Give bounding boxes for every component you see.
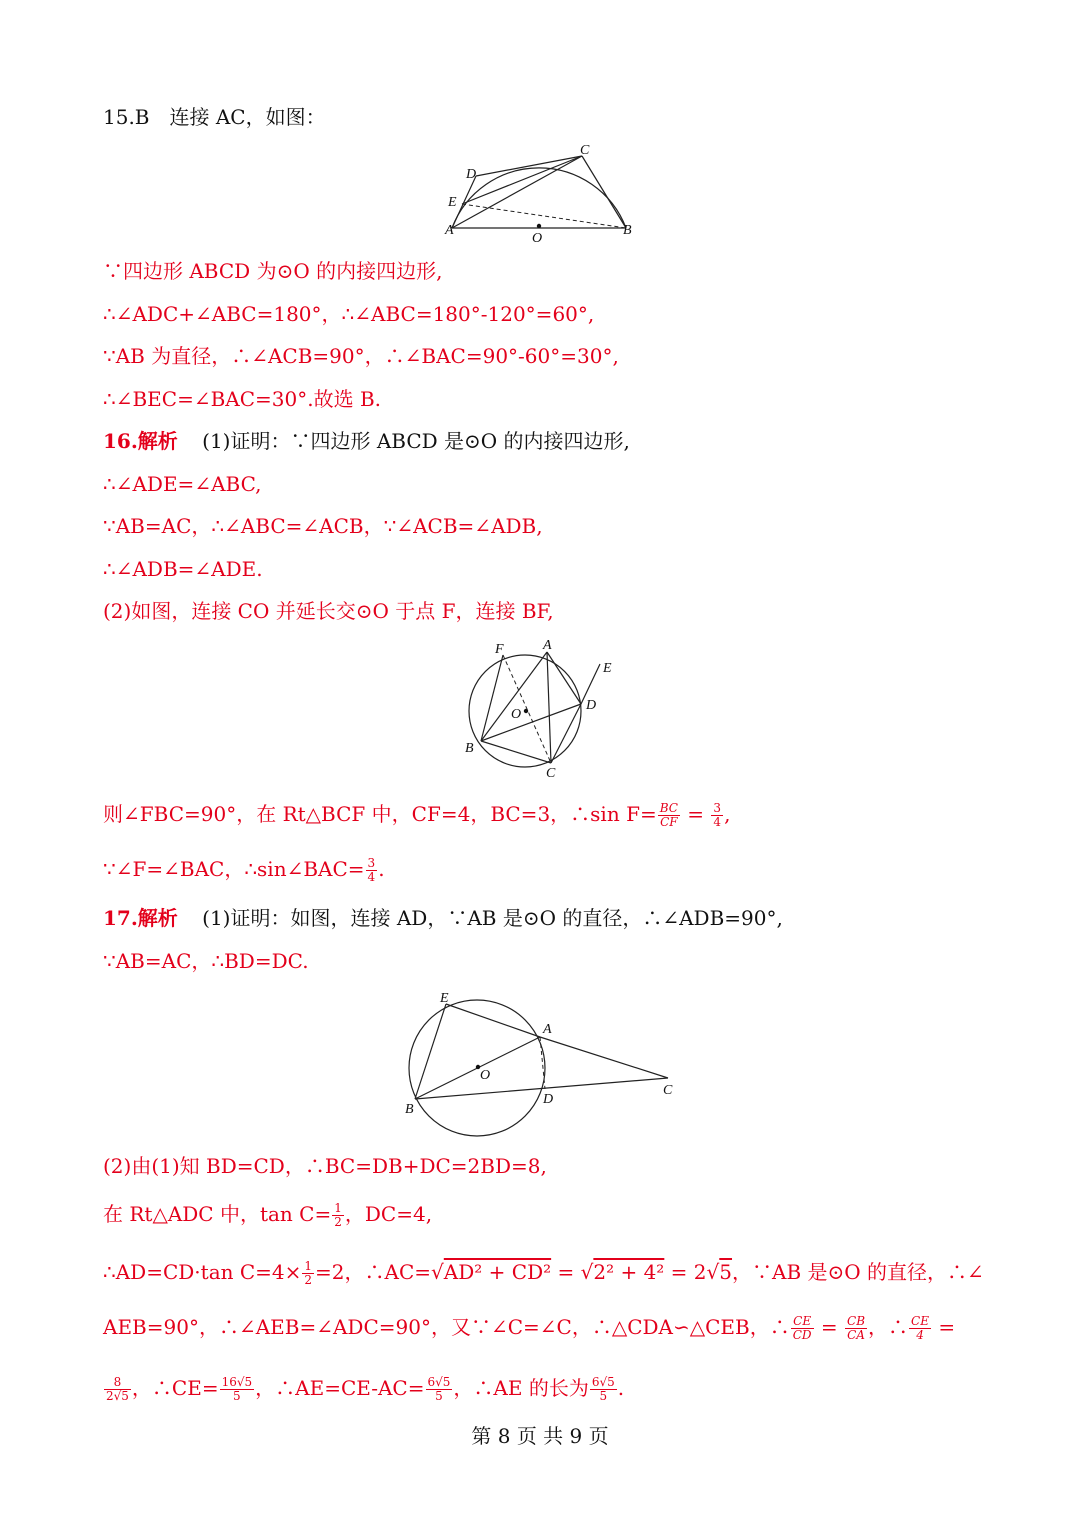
equals-2: = 2 xyxy=(664,1260,707,1284)
q15-line-4: ∴∠BEC=∠BAC=30°.故选 B. xyxy=(103,387,382,411)
q17-line-4-a: ∴AD=CD·tan C=4× xyxy=(103,1260,302,1284)
q15-header: 15.B 连接 AC，如图： xyxy=(103,105,326,129)
q16-line-1: ∴∠ADE=∠ABC, xyxy=(103,472,262,496)
label-c: C xyxy=(663,1083,673,1098)
label-b: B xyxy=(405,1102,414,1117)
q17-header-text: (1)证明：如图，连接 AD，∵AB 是⊙O 的直径，∴∠ADB=90°, xyxy=(202,906,783,930)
q16-line-3: ∴∠ADB=∠ADE. xyxy=(103,557,263,581)
label-o: O xyxy=(480,1068,491,1083)
q17-line-4-b: =2，∴AC= xyxy=(315,1260,432,1284)
fraction-6sqrt5-5-b: $\frac{6√5}{5}$ xyxy=(591,1375,615,1403)
label-f: F xyxy=(495,642,504,657)
label-d: D xyxy=(543,1092,554,1107)
equals-sign: = xyxy=(551,1260,581,1284)
figure-q15-semicircle xyxy=(440,140,640,245)
q17-number: 17.解析 xyxy=(103,906,178,930)
q15-line-3: ∵AB 为直径，∴∠ACB=90°，∴∠BAC=90°-60°=30°, xyxy=(103,344,619,368)
q17-line-2: (2)由(1)知 BD=CD，∴BC=DB+DC=2BD=8, xyxy=(103,1154,547,1178)
equals-sign: = xyxy=(680,802,711,826)
q17-line-6-c: ，∴AE 的长为 xyxy=(453,1376,589,1400)
q17-line-4: ∴AD=CD·tan C=4× $\frac{1}{2}$ =2，∴AC=√AD² + CD² = √2² + 4² = 2√5，∵AB 是⊙O 的直径，∴∠ xyxy=(103,1259,984,1287)
equals-sign: = xyxy=(814,1315,845,1339)
figure-q17-circle xyxy=(400,985,685,1145)
fraction-bc-cf: $\frac{BC}{CF}$ xyxy=(659,801,678,829)
q17-line-6-a: ，∴CE= xyxy=(131,1376,219,1400)
q15-line-2: ∴∠ADC+∠ABC=180°，∴∠ABC=180°-120°=60°, xyxy=(103,302,595,326)
fraction-1-2-b: $\frac{1}{2}$ xyxy=(304,1259,313,1287)
label-c: C xyxy=(546,766,556,781)
label-b: B xyxy=(623,223,632,238)
q16-number: 16.解析 xyxy=(103,429,178,453)
q16-line-6 xyxy=(103,855,385,884)
label-a: A xyxy=(445,223,454,238)
q16-line-5 xyxy=(103,800,730,829)
label-e: E xyxy=(448,195,457,210)
label-b: B xyxy=(465,741,474,756)
fraction-ce-4: $\frac{CE}{4}$ xyxy=(911,1314,929,1342)
q17-line-5-a: AEB=90°，∴∠AEB=∠ADC=90°，又∵∠C=∠C，∴△CDA∽△CEB，∴ xyxy=(103,1315,790,1339)
fraction-cb-ca: $\frac{CB}{CA}$ xyxy=(847,1314,866,1342)
q16-line-4: (2)如图，连接 CO 并延长交⊙O 于点 F，连接 BF, xyxy=(103,599,554,623)
q17-line-5 xyxy=(103,1313,955,1342)
q17-line-3-end: ，DC=4, xyxy=(344,1202,433,1226)
label-a: A xyxy=(543,638,552,653)
label-c: C xyxy=(580,143,590,158)
sqrt-ad-cd: AD² + CD² xyxy=(443,1260,552,1284)
q16-header-text: (1)证明：∵四边形 ABCD 是⊙O 的内接四边形, xyxy=(202,429,630,453)
q16-line-5-text: 则∠FBC=90°，在 Rt△BCF 中，CF=4，BC=3，∴sin F= xyxy=(103,802,657,826)
q16-header xyxy=(103,427,630,455)
label-o: O xyxy=(532,231,543,245)
fraction-16sqrt5-5: $\frac{16√5}{5}$ xyxy=(221,1375,253,1403)
punct: , xyxy=(724,802,731,826)
figure-q16-circle xyxy=(455,634,630,784)
punct: . xyxy=(378,857,385,881)
fraction-3-4-b: $\frac{3}{4}$ xyxy=(367,856,376,884)
label-d: D xyxy=(586,698,597,713)
label-o: O xyxy=(511,707,522,722)
page-footer: 第 8 页 共 9 页 xyxy=(471,1424,609,1448)
label-e: E xyxy=(440,991,449,1006)
fraction-8-2sqrt5: $\frac{8}{2√5}$ xyxy=(106,1375,129,1403)
fraction-ce-cd: $\frac{CE}{CD}$ xyxy=(792,1314,812,1342)
q16-line-6-text: ∵∠F=∠BAC，∴sin∠BAC= xyxy=(103,857,365,881)
q17-header xyxy=(103,904,783,932)
sqrt-2-4: 2² + 4² xyxy=(593,1260,665,1284)
q17-line-1: ∵AB=AC，∴BD=DC. xyxy=(103,949,309,973)
q15-line-1: ∵四边形 ABCD 为⊙O 的内接四边形, xyxy=(103,259,443,283)
fraction-3-4: $\frac{3}{4}$ xyxy=(713,801,722,829)
q17-line-6-b: ，∴AE=CE-AC= xyxy=(255,1376,425,1400)
sqrt-5: 5 xyxy=(719,1260,733,1284)
q17-line-3-text: 在 Rt△ADC 中，tan C= xyxy=(103,1202,332,1226)
q17-line-4-e: ，∵AB 是⊙O 的直径，∴∠ xyxy=(732,1260,984,1284)
q17-line-5-c: ，∴ xyxy=(868,1315,909,1339)
q17-line-3 xyxy=(103,1200,432,1229)
fraction-6sqrt5-5: $\frac{6√5}{5}$ xyxy=(427,1375,451,1403)
label-a: A xyxy=(543,1022,552,1037)
q17-line-6 xyxy=(103,1374,624,1403)
label-e: E xyxy=(603,661,612,676)
period: . xyxy=(617,1376,625,1400)
equals-sign-end: = xyxy=(931,1315,956,1339)
fraction-1-2: $\frac{1}{2}$ xyxy=(334,1201,342,1229)
q16-line-2: ∵AB=AC，∴∠ABC=∠ACB，∵∠ACB=∠ADB, xyxy=(103,514,543,538)
label-d: D xyxy=(466,167,477,182)
